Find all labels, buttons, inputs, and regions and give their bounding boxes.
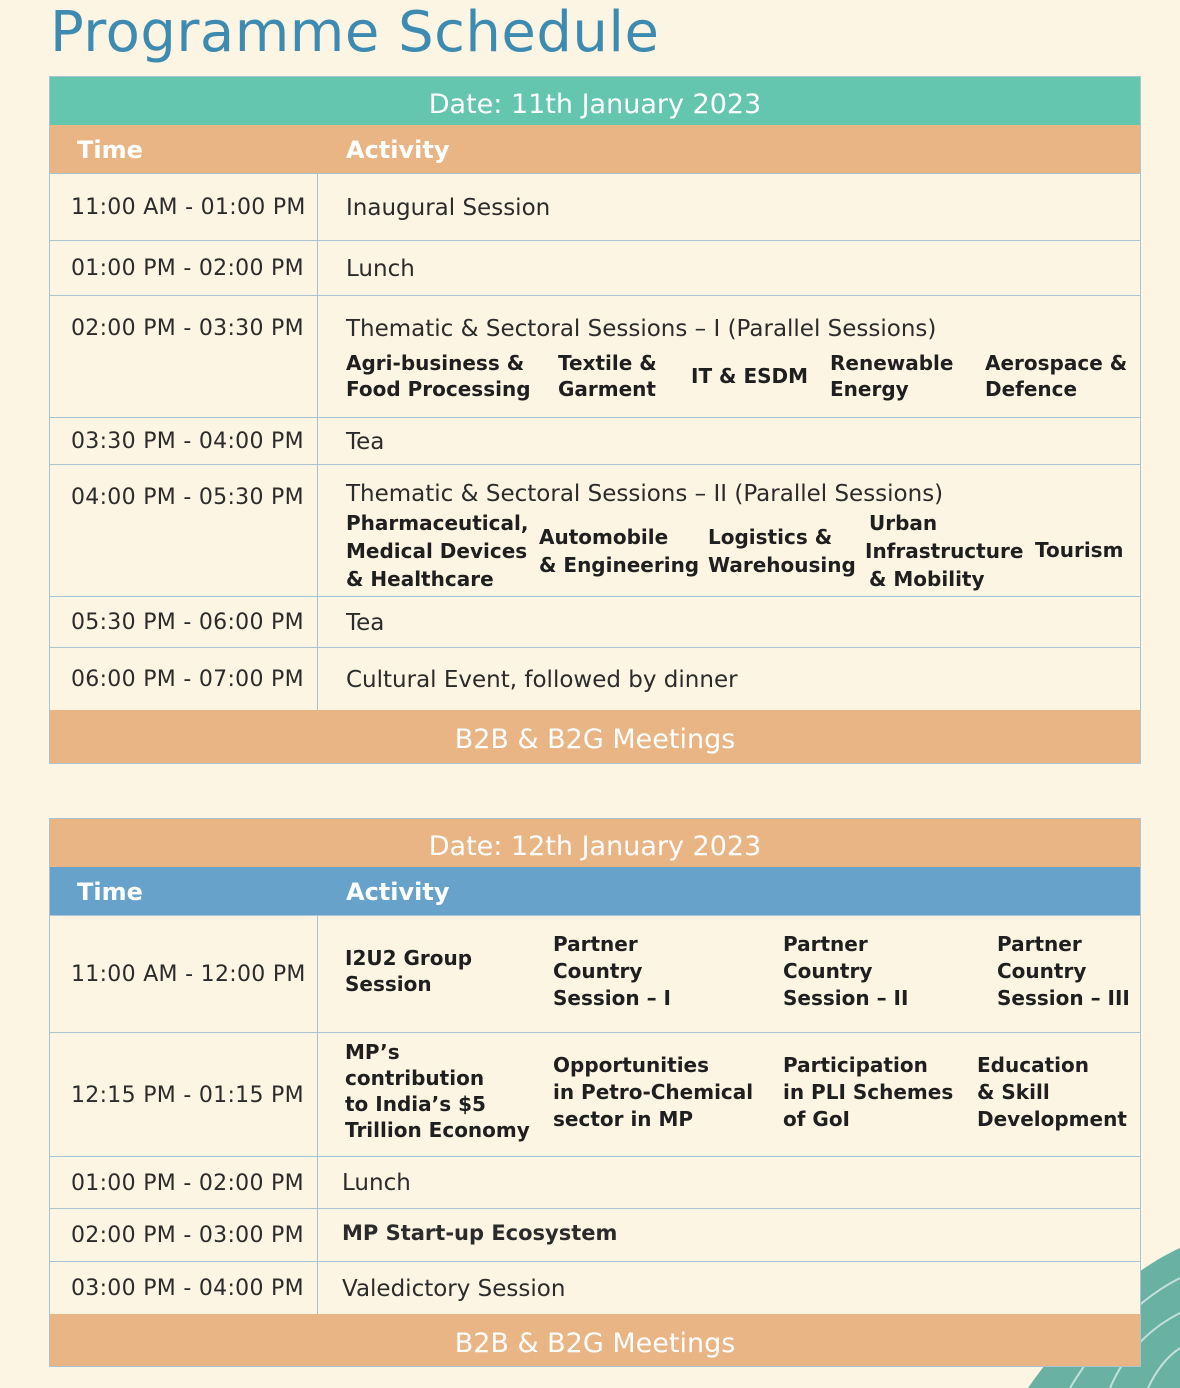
activity-cell: Tea (346, 428, 385, 455)
day2-schedule-table (49, 818, 1141, 1367)
time-cell: 05:30 PM - 06:00 PM (50, 597, 318, 648)
session-agri-business: Agri-business & Food Processing (346, 351, 531, 401)
day1-b2b-meetings-banner: B2B & B2G Meetings (50, 710, 1140, 763)
table-row (50, 464, 1140, 597)
activity-column-header: Activity (346, 878, 450, 906)
session-urban-infrastructure: Urban Infrastructure & Mobility (865, 511, 1024, 591)
activity-cell (319, 1209, 1140, 1262)
table-row (50, 173, 1140, 241)
activity-cell: Valedictory Session (342, 1275, 566, 1302)
time-cell: 12:15 PM - 01:15 PM (50, 1033, 318, 1157)
page-title: Programme Schedule (50, 0, 660, 65)
activity-cell: Lunch (346, 255, 415, 282)
time-cell: 02:00 PM - 03:30 PM (50, 296, 318, 418)
session-pharmaceutical: Pharmaceutical, Medical Devices & Healthcare (346, 511, 529, 591)
table-row (50, 1208, 1140, 1262)
table-row (50, 1032, 1140, 1157)
time-column-header: Time (77, 136, 143, 164)
table-row (50, 596, 1140, 648)
time-cell: 02:00 PM - 03:00 PM (50, 1209, 318, 1262)
activity-cell (319, 465, 1140, 597)
startup-ecosystem-label: MP Start-up Ecosystem (342, 1221, 618, 1245)
table-row (50, 295, 1140, 418)
table-row (50, 647, 1140, 711)
activity-cell: Inaugural Session (346, 194, 551, 221)
table-row (50, 1156, 1140, 1209)
time-cell: 06:00 PM - 07:00 PM (50, 648, 318, 711)
day1-header-row (50, 125, 1140, 173)
session-aerospace-defence: Aerospace & Defence (985, 351, 1128, 401)
session-i2u2-group: I2U2 Group Session (345, 946, 473, 996)
time-column-header: Time (77, 878, 143, 906)
session-title: Thematic & Sectoral Sessions – II (Parallel Sessions) (346, 481, 944, 507)
time-cell: 11:00 AM - 12:00 PM (50, 916, 318, 1033)
time-cell: 01:00 PM - 02:00 PM (50, 241, 318, 296)
activity-cell: Tea (346, 609, 385, 636)
time-cell: 11:00 AM - 01:00 PM (50, 174, 318, 241)
table-row (50, 915, 1140, 1033)
session-partner-country-2: Partner Country Session – II (783, 932, 909, 1010)
day1-date-banner: Date: 11th January 2023 (50, 77, 1140, 125)
session-education-skill: Education & Skill Development (977, 1053, 1127, 1131)
session-title: Thematic & Sectoral Sessions – I (Parallel Sessions) (346, 316, 937, 342)
session-logistics: Logistics & Warehousing (708, 525, 856, 577)
session-partner-country-3: Partner Country Session – III (997, 932, 1130, 1010)
table-row (50, 240, 1140, 296)
activity-cell (319, 916, 1140, 1033)
session-automobile: Automobile & Engineering (539, 525, 700, 577)
session-petro-chemical: Opportunities in Petro-Chemical sector in MP (553, 1053, 754, 1131)
day1-schedule-table (49, 76, 1141, 764)
day2-header-row (50, 867, 1140, 915)
activity-cell (319, 296, 1140, 418)
day2-date-banner: Date: 12th January 2023 (50, 819, 1140, 867)
activity-cell: Cultural Event, followed by dinner (346, 666, 738, 693)
activity-cell (319, 1033, 1140, 1157)
session-pli-schemes: Participation in PLI Schemes of GoI (783, 1053, 954, 1131)
day2-b2b-meetings-banner: B2B & B2G Meetings (50, 1314, 1140, 1366)
time-cell: 03:30 PM - 04:00 PM (50, 418, 318, 465)
time-cell: 01:00 PM - 02:00 PM (50, 1157, 318, 1209)
session-partner-country-1: Partner Country Session – I (553, 932, 671, 1010)
session-it-esdm: IT & ESDM (691, 364, 809, 388)
activity-cell: Lunch (342, 1170, 411, 1196)
time-cell: 04:00 PM - 05:30 PM (50, 465, 318, 597)
table-row (50, 417, 1140, 465)
table-row (50, 1261, 1140, 1315)
session-tourism: Tourism (1035, 538, 1124, 562)
activity-column-header: Activity (346, 136, 450, 164)
session-mp-contribution: MP’s contribution to India’s $5 Trillion Economy (345, 1040, 530, 1142)
time-cell: 03:00 PM - 04:00 PM (50, 1262, 318, 1315)
session-textile: Textile & Garment (558, 351, 657, 401)
session-renewable-energy: Renewable Energy (830, 351, 954, 401)
